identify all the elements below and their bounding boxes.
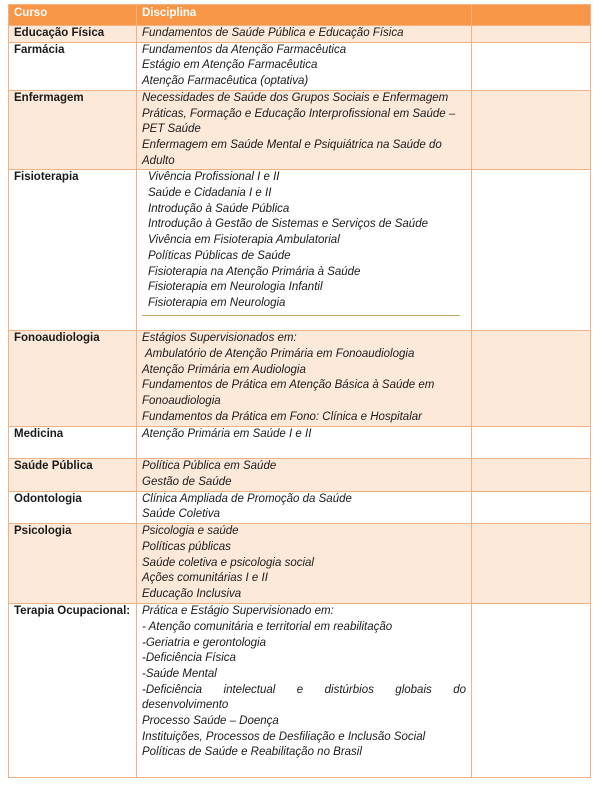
discipline-cell [137, 42, 472, 90]
discipline-item: Enfermagem em Saúde Mental e Psiquiátrica na Saúde do Adulto [142, 138, 442, 167]
empty-cell [472, 604, 591, 778]
discipline-item: Políticas públicas [142, 540, 231, 553]
discipline-item: Processo Saúde – Doença [142, 715, 279, 728]
discipline-item: Atenção Primária em Saúde I e II [142, 428, 312, 441]
discipline-item: Fundamentos de Prática em Atenção Básica à Saúde em Fonoaudiologia [142, 379, 435, 408]
discipline-item: Introdução à Gestão de Sistemas e Serviços de Saúde [148, 218, 428, 231]
header-extra [472, 5, 591, 26]
discipline-item: -Saúde Mental [142, 667, 217, 680]
empty-cell [472, 26, 591, 43]
empty-cell [472, 524, 591, 604]
table-header-row [9, 5, 591, 26]
discipline-item: Estágios Supervisionados em: [142, 332, 297, 345]
course-name: Enfermagem [9, 90, 137, 170]
table-row [9, 524, 591, 604]
discipline-cell [137, 524, 472, 604]
discipline-item: Introdução à Saúde Pública [148, 202, 290, 215]
discipline-item: Fundamentos de Saúde Pública e Educação Física [142, 27, 404, 39]
discipline-item: Ambulatório de Atenção Primária em Fonoaudiologia [145, 348, 415, 361]
discipline-item: Gestão de Saúde [142, 476, 232, 489]
discipline-item: Fundamentos da Atenção Farmacêutica [142, 43, 347, 56]
discipline-cell [137, 491, 472, 523]
discipline-item: Necessidades de Saúde dos Grupos Sociais e Enfermagem [142, 91, 449, 104]
table-row [9, 170, 591, 331]
table-row [9, 26, 591, 43]
discipline-item: Clínica Ampliada de Promoção da Saúde [142, 492, 352, 505]
course-name: Farmácia [9, 42, 137, 90]
discipline-item: Vivência em Fisioterapia Ambulatorial [148, 234, 340, 247]
discipline-item: Prática e Estágio Supervisionado em: [142, 605, 334, 618]
discipline-item: -Geriatria e gerontologia [142, 636, 267, 649]
discipline-item: Políticas de Saúde e Reabilitação no Brasil [142, 746, 362, 759]
discipline-item: Fisioterapia em Neurologia Infantil [148, 281, 323, 294]
discipline-cell [137, 90, 472, 170]
discipline-item: Práticas, Formação e Educação Interprofissional em Saúde – PET Saúde [142, 107, 456, 136]
discipline-item: Atenção Farmacêutica (optativa) [142, 75, 309, 88]
discipline-item: -Deficiência intelectual e distúrbios globais do desenvolvimento [142, 683, 466, 712]
empty-cell [472, 170, 591, 331]
course-name: Odontologia [9, 491, 137, 523]
discipline-item: Psicologia e saúde [142, 525, 239, 538]
empty-cell [472, 491, 591, 523]
courses-table [8, 4, 591, 778]
discipline-item: Ações comunitárias I e II [142, 572, 268, 585]
discipline-item: Vivência Profissional I e II [148, 171, 280, 184]
discipline-cell [137, 26, 472, 43]
table-row [9, 90, 591, 170]
table-row [9, 42, 591, 90]
discipline-item: Política Pública em Saúde [142, 460, 277, 473]
empty-cell [472, 459, 591, 491]
discipline-item: Fundamentos da Prática em Fono: Clínica e Hospitalar [142, 410, 422, 423]
discipline-cell [137, 331, 472, 427]
discipline-item: Atenção Primária em Audiologia [142, 363, 306, 376]
discipline-item: Saúde e Cidadania I e II [148, 187, 272, 200]
empty-cell [472, 42, 591, 90]
empty-cell [472, 427, 591, 459]
empty-cell [472, 331, 591, 427]
discipline-cell [137, 170, 472, 331]
discipline-cell [137, 604, 472, 778]
discipline-item: Políticas Públicas de Saúde [148, 249, 291, 262]
empty-cell [472, 90, 591, 170]
course-name: Psicologia [9, 524, 137, 604]
table-row [9, 491, 591, 523]
divider-line [142, 315, 460, 316]
course-name: Fonoaudiologia [9, 331, 137, 427]
table-row [9, 331, 591, 427]
course-name: Saúde Pública [9, 459, 137, 491]
discipline-item: Saúde coletiva e psicologia social [142, 556, 314, 569]
discipline-item: Estágio em Atenção Farmacêutica [142, 59, 318, 72]
table-row [9, 604, 591, 778]
discipline-item: Instituições, Processos de Desfiliação e Inclusão Social [142, 730, 426, 743]
course-name: Fisioterapia [9, 170, 137, 331]
course-name: Medicina [9, 427, 137, 459]
table-row [9, 459, 591, 491]
discipline-item: Saúde Coletiva [142, 508, 220, 521]
discipline-cell [137, 459, 472, 491]
discipline-item: Fisioterapia na Atenção Primária à Saúde [148, 265, 361, 278]
header-curso: Curso [9, 5, 137, 26]
discipline-item: - Atenção comunitária e territorial em reabilitação [142, 620, 393, 633]
discipline-item: Educação Inclusiva [142, 587, 242, 600]
discipline-item: -Deficiência Física [142, 652, 236, 665]
course-name: Educação Física [9, 26, 137, 43]
discipline-item: Fisioterapia em Neurologia [148, 296, 286, 309]
table-row [9, 427, 591, 459]
header-disciplina: Disciplina [137, 5, 472, 26]
discipline-cell [137, 427, 472, 459]
course-name: Terapia Ocupacional: [9, 604, 137, 778]
